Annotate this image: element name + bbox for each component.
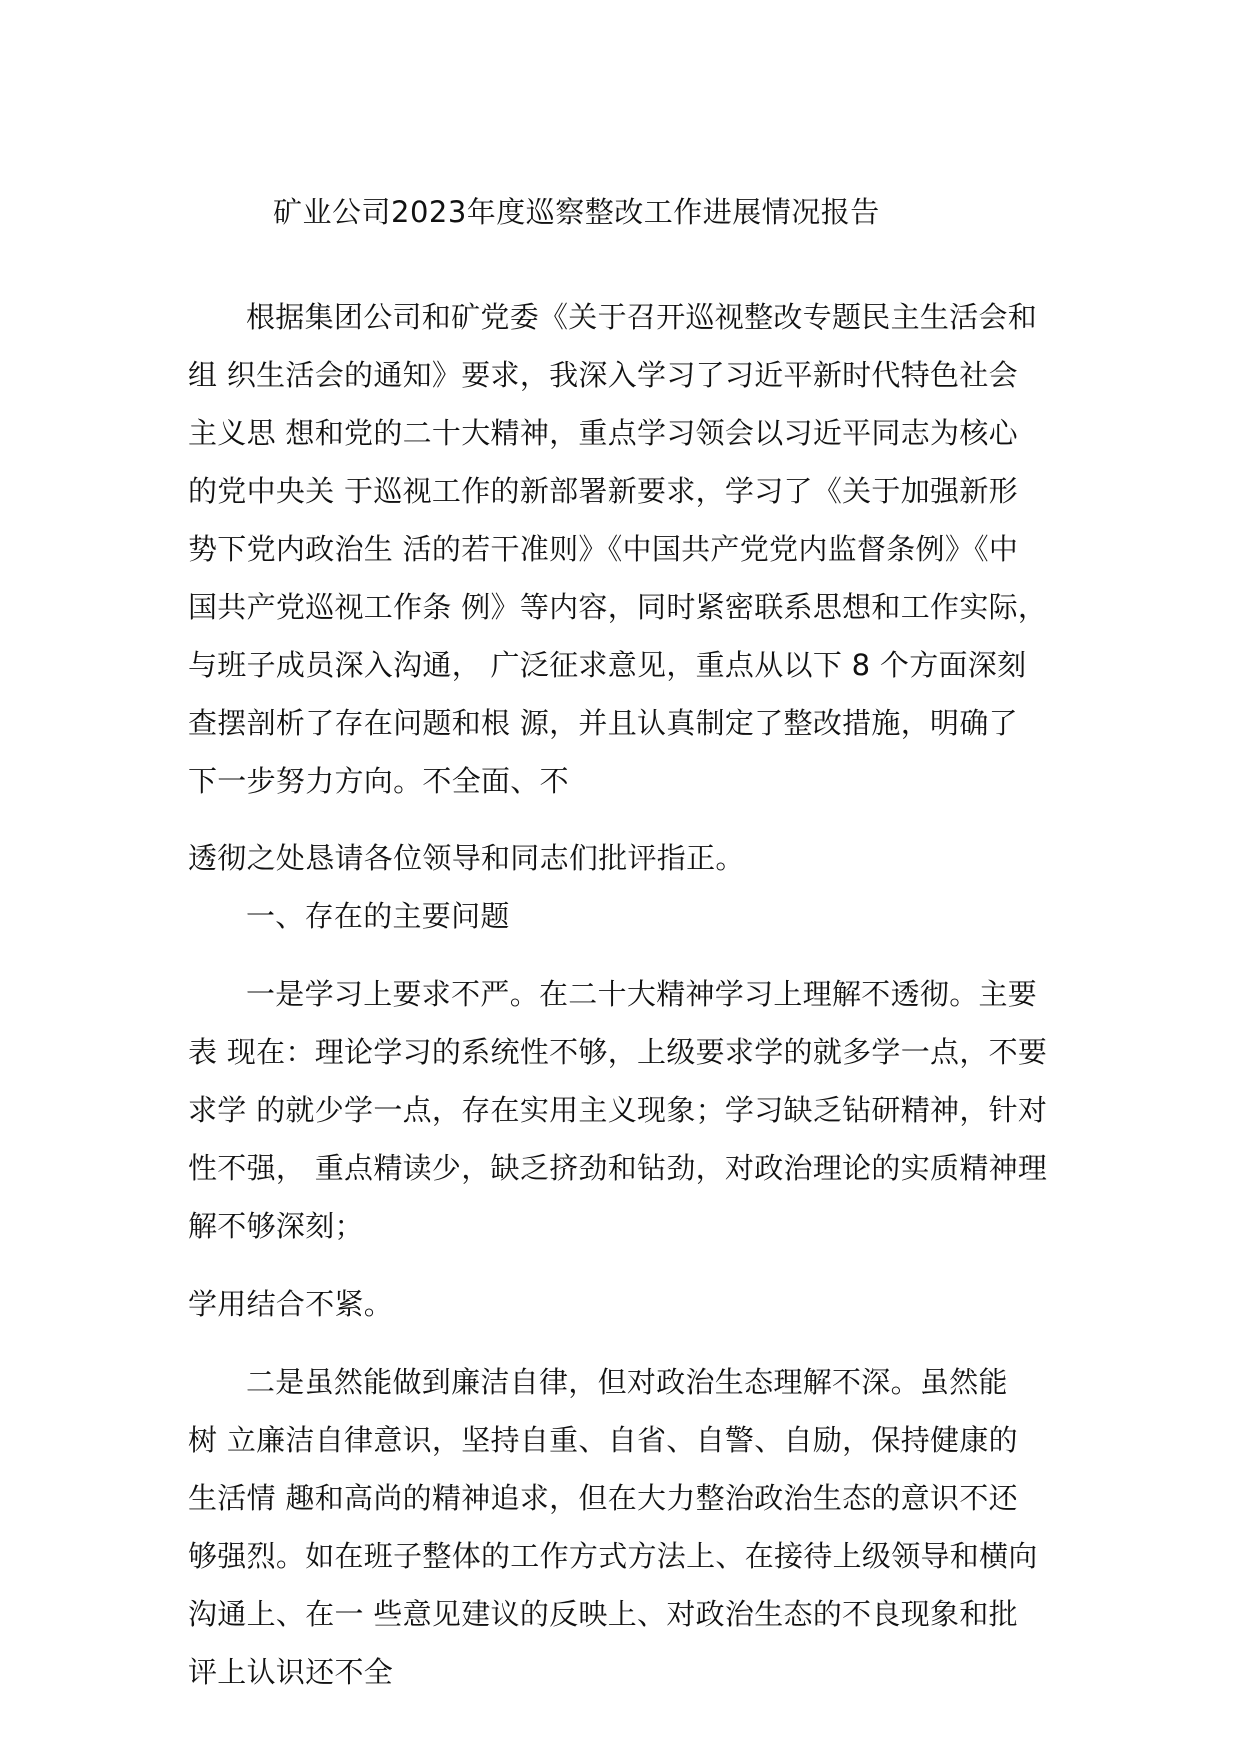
body-line: 国共产党巡视工作条 例》等内容，同时紧密联系思想和工作实际， <box>188 590 1048 624</box>
body-line: 生活情 趣和高尚的精神追求，但在大力整治政治生态的意识不还 <box>188 1481 1018 1515</box>
body-line: 评上认识还不全 <box>188 1655 394 1689</box>
body-line: 够强烈。如在班子整体的工作方式方法上、在接待上级领导和横向 <box>188 1539 1038 1573</box>
body-line: 主义思 想和党的二十大精神，重点学习领会以习近平同志为核心 <box>188 416 1018 450</box>
body-line: 透彻之处恳请各位领导和同志们批评指正。 <box>188 841 745 875</box>
body-line: 势下党内政治生 活的若干准则》《中国共产党党内监督条例》《中 <box>188 532 1019 566</box>
body-line: 组 织生活会的通知》要求，我深入学习了习近平新时代特色社会 <box>188 358 1018 392</box>
body-line: 求学 的就少学一点，存在实用主义现象；学习缺乏钻研精神，针对 <box>188 1093 1048 1127</box>
body-line: 解不够深刻； <box>188 1209 364 1243</box>
document-title: 矿业公司2023年度巡察整改工作进展情况报告 <box>273 195 880 229</box>
section-heading: 一、存在的主要问题 <box>246 899 510 933</box>
body-line: 的党中央关 于巡视工作的新部署新要求，学习了《关于加强新形 <box>188 474 1018 508</box>
body-line: 二是虽然能做到廉洁自律，但对政治生态理解不深。虽然能 <box>246 1365 1008 1399</box>
body-line: 学用结合不紧。 <box>188 1287 394 1321</box>
body-line: 树 立廉洁自律意识，坚持自重、自省、自警、自励，保持健康的 <box>188 1423 1018 1457</box>
body-line: 沟通上、在一 些意见建议的反映上、对政治生态的不良现象和批 <box>188 1597 1018 1631</box>
body-line: 表 现在：理论学习的系统性不够，上级要求学的就多学一点，不要 <box>188 1035 1048 1069</box>
body-line: 一是学习上要求不严。在二十大精神学习上理解不透彻。主要 <box>246 977 1038 1011</box>
body-line: 根据集团公司和矿党委《关于召开巡视整改专题民主生活会和 <box>246 300 1038 334</box>
body-line: 性不强， 重点精读少，缺乏挤劲和钻劲，对政治理论的实质精神理 <box>188 1151 1048 1185</box>
body-line: 下一步努力方向。不全面、不 <box>188 764 569 798</box>
body-line: 与班子成员深入沟通， 广泛征求意见，重点从以下 8 个方面深刻 <box>188 648 1027 682</box>
body-line: 查摆剖析了存在问题和根 源，并且认真制定了整改措施，明确了 <box>188 706 1018 740</box>
